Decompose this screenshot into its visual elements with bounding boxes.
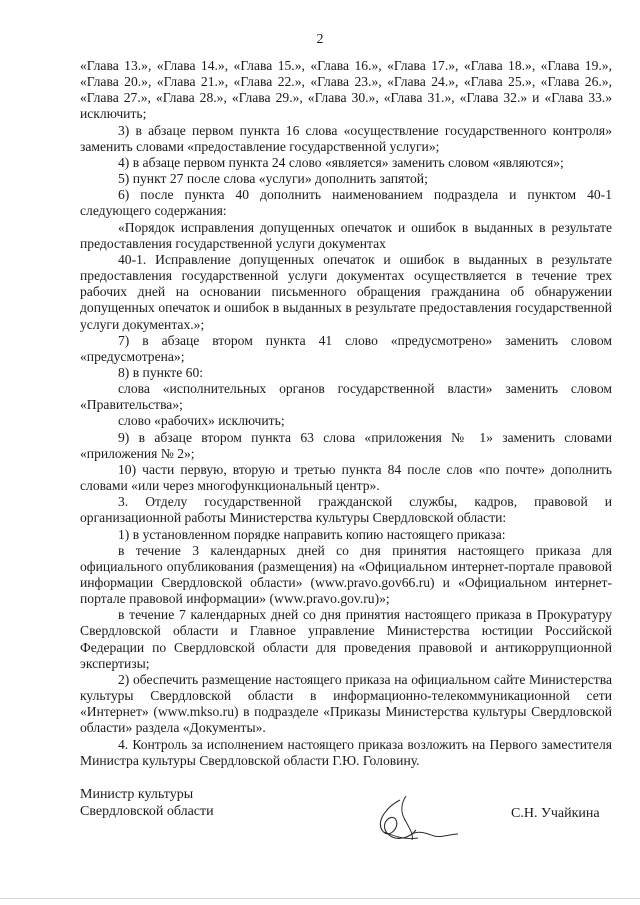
paragraph-item-3: 3) в абзаце первом пункта 16 слова «осуществление государственного контроля» заменить словами «предоставление государственной услуги»;	[80, 122, 612, 154]
paragraph-item-7: 7) в абзаце втором пункта 41 слово «предусмотрено» заменить словом «предусмотрена»;	[80, 332, 612, 364]
handwritten-signature	[360, 790, 470, 848]
paragraph-section-3: 3. Отделу государственной гражданской службы, кадров, правовой и организационной работы Министерства культуры Свердловской области:	[80, 494, 612, 526]
paragraph-publication: в течение 3 календарных дней со дня принятия настоящего приказа для официального опубликования (размещения) на «Официальном интернет-портале правовой информации Свердловской области» (www.pravo.gov66.ru) и «Официальном интернет-портале правовой информации» (www.pravo.gov.ru)»;	[80, 542, 612, 607]
paragraph-section-4: 4. Контроль за исполнением настоящего приказа возложить на Первого заместителя Министра культуры Свердловской области Г.Ю. Головину.	[80, 736, 612, 768]
paragraph-item-8-working: слово «рабочих» исключить;	[118, 413, 285, 429]
paragraph-item-6: 6) после пункта 40 дополнить наименованием подраздела и пунктом 40-1 следующего содержания:	[80, 187, 612, 219]
paragraph-item-5: 5) пункт 27 после слова «услуги» дополнить запятой;	[118, 171, 428, 187]
signatory-position-line2: Свердловской области	[80, 804, 214, 819]
paragraph-item-9: 9) в абзаце втором пункта 63 слова «приложения № 1» заменить словами «приложения № 2»;	[80, 429, 612, 461]
signatory-position-line1: Министр культуры	[80, 787, 194, 802]
paragraph-item-8-words: слова «исполнительных органов государственной власти» заменить словом «Правительства»;	[80, 381, 612, 413]
signatory-name: С.Н. Учайкина	[511, 806, 600, 821]
paragraph-40-1: 40-1. Исправление допущенных опечаток и ошибок в выданных в результате предоставления государственной услуги документах осуществляется в течение трех рабочих дней на основании письменного обращения гражданина об обнаружении допущенных опечаток и ошибок в выданных в результате предоставления государственной услуги документах.»;	[80, 251, 612, 332]
paragraph-section-3-2: 2) обеспечить размещение настоящего приказа на официальном сайте Министерства культуры Свердловской области в информационно-телекоммуникационной сети «Интернет» (www.mkso.ru) в подразделе «Приказы Министерства культуры Свердловской области» раздела «Документы».	[80, 671, 612, 736]
paragraph-item-8: 8) в пункте 60:	[118, 364, 204, 380]
page-bottom-edge	[0, 898, 640, 899]
document-body	[80, 58, 612, 769]
paragraph-prosecutor: в течение 7 календарных дней со дня принятия настоящего приказа в Прокуратуру Свердловской области и Главное управление Министерства юстиции Российской Федерации по Свердловской области для проведения правовой и антикоррупционной экспертизы;	[80, 607, 612, 671]
paragraph-chapters-list: «Глава 13.», «Глава 14.», «Глава 15.», «Глава 16.», «Глава 17.», «Глава 18.», «Глава 19.», «Глава 20.», «Глава 21.», «Глава 22.», «Глава 23.», «Глава 24.», «Глава 25.», «Глава 26.», «Глава 27.», «Глава 28.», «Глава 29.», «Глава 30.», «Глава 31.», «Глава 32.» и «Глава 33.» исключить;	[80, 58, 612, 122]
signatory-position	[80, 786, 214, 820]
paragraph-item-4: 4) в абзаце первом пункта 24 слово «является» заменить словом «являются»;	[118, 154, 564, 170]
paragraph-item-10: 10) части первую, вторую и третью пункта 84 после слов «по почте» дополнить словами «или через многофункциональный центр».	[80, 461, 612, 494]
paragraph-subsection-title: «Порядок исправления допущенных опечаток и ошибок в выданных в результате предоставления государственной услуги документах	[80, 219, 612, 251]
page-number: 2	[316, 32, 324, 47]
paragraph-section-3-1: 1) в установленном порядке направить копию настоящего приказа:	[118, 526, 506, 542]
